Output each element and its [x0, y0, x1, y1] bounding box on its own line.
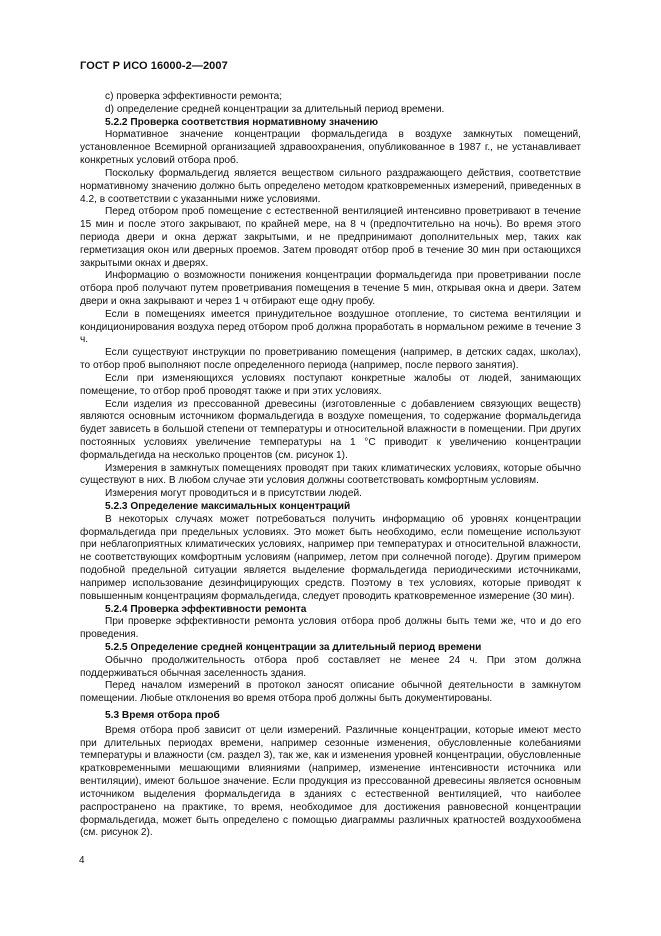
paragraph: Перед началом измерений в протокол заносят описание обычной деятельности в замкнутом помещении. Любые отклонения во время отбора проб должны быть документированы.: [80, 680, 581, 705]
list-item-d: d) определение средней концентрации за длительный период времени.: [105, 103, 445, 115]
paragraph: При проверке эффективности ремонта условия отбора проб должны быть теми же, что и до его проведения.: [80, 616, 581, 641]
document-body: [80, 91, 581, 840]
section-5-2-4-heading: 5.2.4 Проверка эффективности ремонта: [105, 603, 307, 615]
paragraph: В некоторых случаях может потребоваться получить информацию об уровнях концентрации формальдегида при предельных условиях. Это может быть необходимо, если помещение используют при неблагоприятных климатических условиях, например при температурах и относительной влажности, не соответствующих комфортным условиям (например, летом при солнечной погоде). Другим примером подобной предельной ситуации является выделение формальдегида периодическими источниками, например использование дезинфицирующих средств. Поэтому в тех условиях, которые приводят к повышенным концентрациям формальдегида, следует проводить кратковременное измерение (30 мин).: [80, 513, 581, 602]
paragraph: Если в помещениях имеется принудительное воздушное отопление, то система вентиляции и кондиционирования воздуха перед отбором проб должна проработать в нормальном режиме в течение 3 ч.: [80, 308, 581, 346]
section-5-3-heading: 5.3 Время отбора проб: [105, 710, 220, 721]
paragraph: Если при изменяющихся условиях поступают конкретные жалобы от людей, занимающих помещение, то отбор проб проводят также и при этих условиях.: [80, 372, 581, 397]
paragraph: Перед отбором проб помещение с естественной вентиляцией интенсивно проветривают в течение 15 мин и после этого закрывают, по крайней мере, на 8 ч (предпочтительно на ночь). Во время этого периода двери и окна держат закрытыми, и не предпринимают дополнительных мер, таких как герметизация окон или дверных проемов. Затем проводят отбор проб в течение 30 мин при остающихся закрытыми окнах и дверях.: [80, 206, 581, 269]
paragraph: Информацию о возможности понижения концентрации формальдегида при проветривании после отбора проб получают путем проветривания помещения в течение 5 мин, открывая окна и двери. Затем двери и окна закрывают и через 1 ч отбирают еще одну пробу.: [80, 270, 581, 307]
page-number: 4: [79, 855, 85, 866]
standard-header: ГОСТ Р ИСО 16000-2—2007: [80, 60, 228, 72]
paragraph: Время отбора проб зависит от цели измерений. Различные концентрации, которые имеют место при длительных периодах времени, например сезонные изменения, обусловленные колебаниями температуры и влажности (см. раздел 3), так же, как и изменения уровней концентрации, обусловленные кратковременными мешающими влияниями (например, изменение интенсивности источника или вентиляции), имеют большое значение. Если продукция из прессованной древесины является основным источником выделения формальдегида в зданиях с естественной вентиляцией, что наиболее распространено на практике, то время, необходимое для достижения равновесной концентрации формальдегида, может быть определено с помощью диаграммы различных кратностей воздухообмена (см. рисунок 2).: [80, 724, 581, 839]
paragraph: Поскольку формальдегид является веществом сильного раздражающего действия, соответствие нормативному значению должно быть определено методом кратковременных измерений, приведенных в 4.2, в соответствии с указанными ниже условиями.: [80, 167, 581, 205]
section-5-2-5-heading: 5.2.5 Определение средней концентрации за длительный период времени: [105, 641, 482, 653]
paragraph: Если изделия из прессованной древесины (изготовленные с добавлением связующих веществ) являются основным источником формальдегида в воздухе помещения, то содержание формальдегида будет зависеть в большой степени от температуры и относительной влажности в помещении. При других постоянных условиях увеличение температуры на 1 °С приводит к увеличению концентрации формальдегида на несколько процентов (см. рисунок 1).: [80, 398, 581, 461]
paragraph: Если существуют инструкции по проветриванию помещения (например, в детских садах, школах), то отбор проб выполняют после определенного периода (например, после первого занятия).: [80, 347, 581, 372]
paragraph: Измерения в замкнутых помещениях проводят при таких климатических условиях, которые обычно существуют в них. В любом случае эти условия должны соответствовать комфортным условиям.: [80, 462, 581, 487]
paragraph: Измерения могут проводиться и в присутствии людей.: [105, 488, 362, 500]
list-item-c: с) проверка эффективности ремонта;: [105, 91, 283, 102]
paragraph: Обычно продолжительность отбора проб составляет не менее 24 ч. При этом должна поддерживаться обычная заселенность здания.: [80, 654, 581, 679]
section-5-2-2-heading: 5.2.2 Проверка соответствия нормативному значению: [105, 116, 379, 128]
section-5-2-3-heading: 5.2.3 Определение максимальных концентраций: [105, 501, 351, 512]
paragraph: Нормативное значение концентрации формальдегида в воздухе замкнутых помещений, установленное Всемирной организацией здравоохранения, опубликованное в 1987 г., не устанавливает конкретных условий отбора проб.: [80, 129, 581, 167]
